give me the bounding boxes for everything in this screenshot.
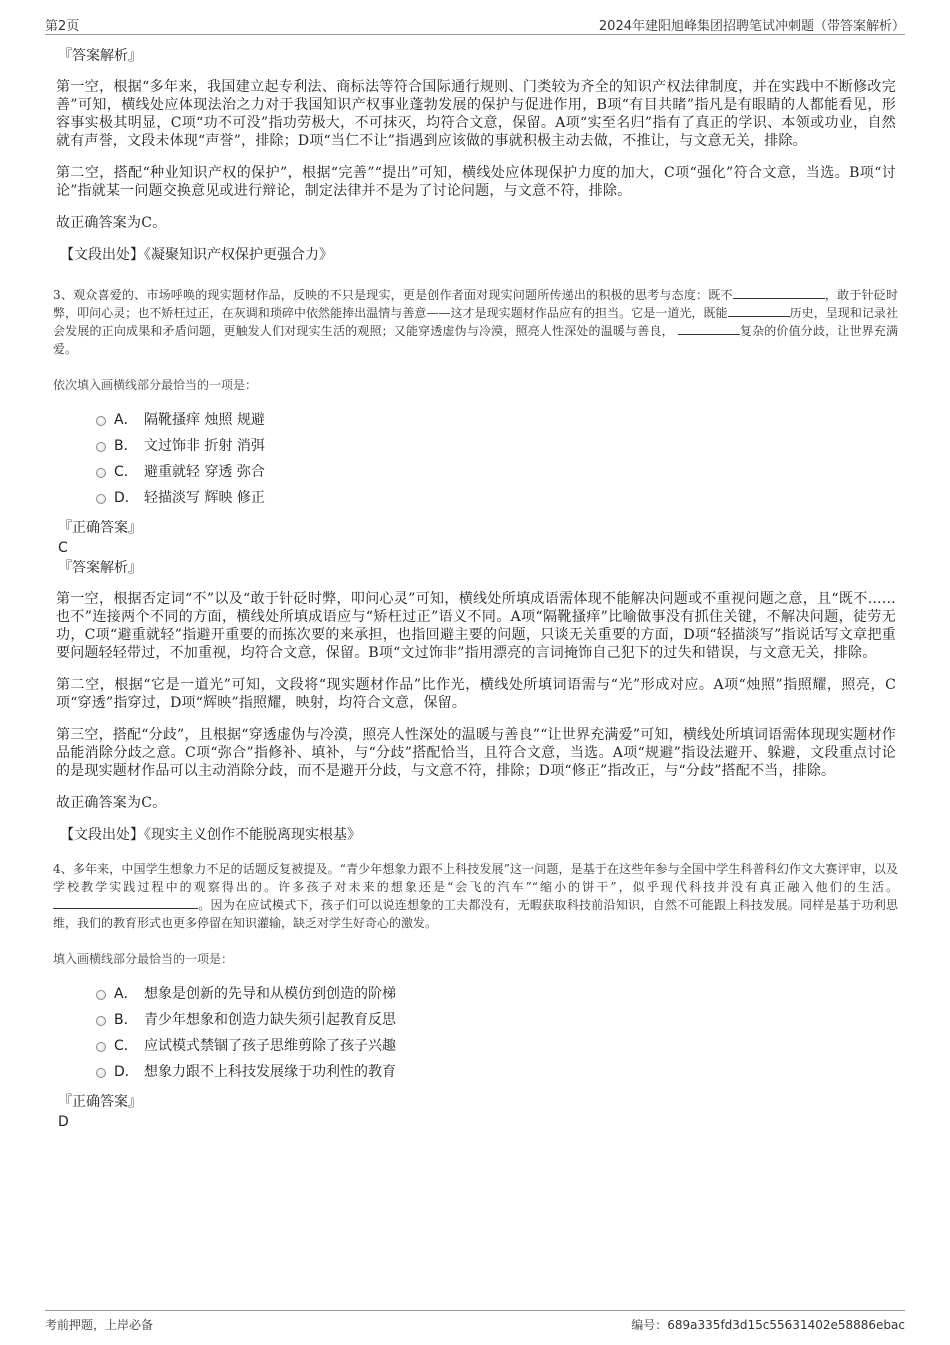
analysis-paragraph: 第二空，搭配“种业知识产权的保护”，根据“完善”“提出”可知，横线处应体现保护力度的加大，C项“强化”符合文意，当选。B项“讨论”指就某一问题交换意见或进行辩论，制定法律并不是为了讨论问题，与文意不符，排除。 xyxy=(56,165,896,199)
correct-answer: D xyxy=(58,1114,69,1130)
answer-blank xyxy=(678,322,740,335)
radio-button[interactable] xyxy=(96,1042,106,1052)
radio-button[interactable] xyxy=(96,990,106,1000)
answer-blank xyxy=(53,896,198,909)
option-b[interactable]: B． 青少年想象和创造力缺失须引起教育反思 xyxy=(96,1006,896,1032)
answer-blank xyxy=(728,304,790,317)
analysis-paragraph: 第一空，根据否定词“不”以及“敢于针砭时弊，叩问心灵”可知，横线处所填成语需体现不能解决问题或不重视问题之意，且“既不……也不”连接两个不同的方面，横线处所填成语应与“矫枉过正”语义不同。A项“隔靴搔痒”比喻做事没有抓住关键，不解决问题，徒劳无功，C项“避重就轻”指避开重要的而拣次要的来承担，也指回避主要的问题，只谈无关重要的方面，D项“轻描淡写”指说话写文章把重要问题轻轻带过，不加重视，均符合文意，保留。B项“文过饰非”指用漂亮的言词掩饰自己犯下的过失和错误，与文意无关，排除。 xyxy=(56,591,896,661)
document-title: 2024年建阳旭峰集团招聘笔试冲刺题（带答案解析） xyxy=(598,19,905,34)
option-b[interactable]: B． 文过饰非 折射 消弭 xyxy=(96,432,896,458)
source-citation: 【文段出处】《凝聚知识产权保护更强合力》 xyxy=(60,247,333,263)
correct-answer: C xyxy=(58,540,68,556)
radio-button[interactable] xyxy=(96,1068,106,1078)
options-list xyxy=(96,980,896,1084)
option-d[interactable]: D． 轻描淡写 辉映 修正 xyxy=(96,484,896,510)
source-citation: 【文段出处】《现实主义创作不能脱离现实根基》 xyxy=(60,827,361,843)
radio-button[interactable] xyxy=(96,494,106,504)
conclusion: 故正确答案为C。 xyxy=(56,215,167,231)
option-c[interactable]: C． 应试模式禁锢了孩子思维剪除了孩子兴趣 xyxy=(96,1032,896,1058)
analysis-label: 『答案解析』 xyxy=(58,48,142,64)
page-header xyxy=(45,14,905,35)
question-prompt: 填入画横线部分最恰当的一项是： xyxy=(53,952,234,966)
analysis-paragraph: 第一空，根据“多年来，我国建立起专利法、商标法等符合国际通行规则、门类较为齐全的知识产权法律制度，并在实践中不断修改完善”可知，横线处应体现法治之力对于我国知识产权事业蓬勃发展的保护与促进作用，B项“有目共睹”指凡是有眼睛的人都能看见，形容事实极其明显，C项“功不可没”指功劳极大，不可抹灭，均符合文意，保留。A项“实至名归”指有了真正的学识、本领或功业，自然就有声誉，文段未体现“声誉”，排除；D项“当仁不让”指遇到应该做的事就积极主动去做，不推让，与文意无关，排除。 xyxy=(56,79,896,149)
radio-button[interactable] xyxy=(96,416,106,426)
question-stem: 4、多年来，中国学生想象力不足的话题反复被提及。“青少年想象力跟不上科技发展”这一问题，是基于在这些年参与全国中学生科普科幻作文大赛评审，以及学校教学实践过程中的观察得出的。许多孩子对未来的想象还是“会飞的汽车”“缩小的饼干”，似乎现代科技并没有真正融入他们的生活。。因为在应试模式下，孩子们可以说连想象的工夫都没有，无暇获取科技前沿知识，自然不可能跟上科技发展。同样是基于功利思维，我们的教育形式也更多停留在知识灌输，缺乏对学生好奇心的激发。 xyxy=(53,862,898,930)
page-footer xyxy=(45,1310,905,1333)
page-number: 第2页 xyxy=(45,19,80,34)
option-c[interactable]: C． 避重就轻 穿透 弥合 xyxy=(96,458,896,484)
option-a[interactable]: A． 隔靴搔痒 烛照 规避 xyxy=(96,406,896,432)
correct-answer-label: 『正确答案』 xyxy=(58,1094,142,1110)
analysis-paragraph: 第三空，搭配“分歧”，且根据“穿透虚伪与冷漠，照亮人性深处的温暖与善良”“让世界充满爱”可知，横线处所填词语需体现现实题材作品能消除分歧之意。C项“弥合”指修补、填补，与“分歧”搭配恰当，且符合文意，当选。A项“规避”指设法避开、躲避，文段重点讨论的是现实题材作品可以主动消除分歧，而不是避开分歧，与文意不符，排除；D项“修正”指改正，与“分歧”搭配不当，排除。 xyxy=(56,727,896,779)
document-body xyxy=(53,46,898,1132)
radio-button[interactable] xyxy=(96,468,106,478)
radio-button[interactable] xyxy=(96,442,106,452)
option-d[interactable]: D． 想象力跟不上科技发展缘于功利性的教育 xyxy=(96,1058,896,1084)
analysis-paragraph: 第二空，根据“它是一道光”可知，文段将“现实题材作品”比作光，横线处所填词语需与“光”形成对应。A项“烛照”指照耀，照亮，C项“穿透”指穿过，D项“辉映”指照耀，映射，均符合文意，保留。 xyxy=(56,677,896,711)
conclusion: 故正确答案为C。 xyxy=(56,795,167,811)
option-a[interactable]: A． 想象是创新的先导和从模仿到创造的阶梯 xyxy=(96,980,896,1006)
radio-button[interactable] xyxy=(96,1016,106,1026)
options-list xyxy=(96,406,896,510)
question-prompt: 依次填入画横线部分最恰当的一项是： xyxy=(53,378,258,392)
answer-blank xyxy=(733,286,825,299)
footer-slogan: 考前押题，上岸必备 xyxy=(45,1318,154,1332)
document-id: 编号：689a335fd3d15c55631402e58886ebac xyxy=(631,1318,905,1332)
correct-answer-label: 『正确答案』 xyxy=(58,520,142,536)
question-stem: 3、观众喜爱的、市场呼唤的现实题材作品，反映的不只是现实，更是创作者面对现实问题所传递出的积极的思考与态度：既不 ，敢于针砭时弊，叩问心灵；也不矫枉过正，在灰调和琐碎中依然能捧出温情与善意——这才是现实题材作品应有的担当。它是一道光，既能 历史，呈现和记录社会发展的正向成果和矛盾问题，更触发人们对现实生活的观照；又能穿透虚伪与冷漠，照亮人性深处的温暖与善良， 复杂的价值分歧，让世界充满爱。 xyxy=(53,288,898,356)
analysis-label: 『答案解析』 xyxy=(58,560,142,576)
